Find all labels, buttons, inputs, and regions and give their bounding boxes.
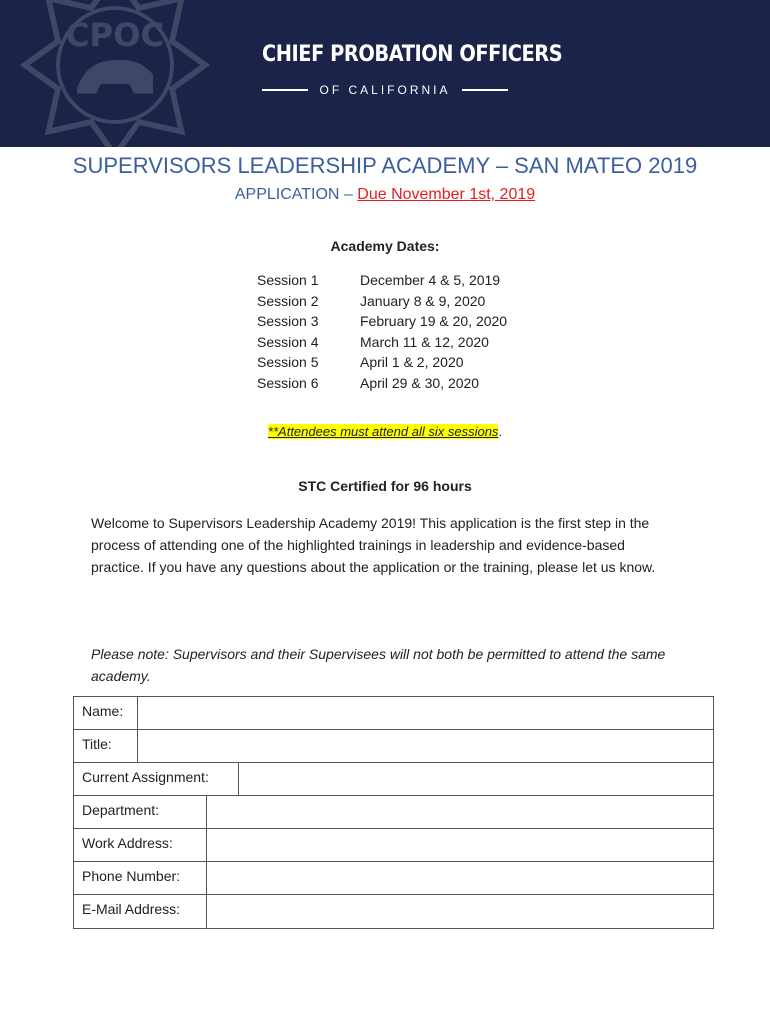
cpoc-seal-icon: [20, 0, 210, 147]
department-field[interactable]: [206, 796, 713, 828]
subtitle-prefix: APPLICATION –: [234, 186, 358, 203]
session-date: April 1 & 2, 2020: [360, 354, 464, 370]
session-date: December 4 & 5, 2019: [360, 272, 501, 288]
sessions-list: [257, 272, 560, 395]
work-address-field[interactable]: [206, 829, 713, 861]
note-paragraph: Please note: Supervisors and their Supervisees will not both be permitted to attend the same academy.: [91, 646, 666, 684]
application-form: [73, 696, 714, 929]
form-row-current-assignment: [74, 763, 713, 796]
org-subtitle: OF CALIFORNIA: [319, 83, 451, 97]
divider-line: [462, 89, 508, 91]
session-date: March 11 & 12, 2020: [360, 333, 489, 350]
field-label: Department:: [82, 802, 160, 818]
session-name: Session 4: [257, 333, 319, 350]
session-row: [257, 313, 560, 334]
session-row: [257, 334, 560, 355]
name-field[interactable]: [137, 697, 713, 729]
field-label: Title:: [82, 736, 112, 752]
form-row-name: [74, 697, 713, 730]
field-label: Work Address:: [82, 835, 173, 851]
field-label: E-Mail Address:: [82, 901, 181, 917]
session-name: Session 6: [257, 374, 319, 391]
form-row-department: [74, 796, 713, 829]
form-row-work-address: [74, 829, 713, 862]
email-address-field[interactable]: [206, 895, 713, 928]
session-name: Session 5: [257, 354, 319, 370]
session-date: January 8 & 9, 2020: [360, 292, 486, 309]
session-row: [257, 293, 560, 314]
session-row: [257, 272, 560, 293]
session-row: [257, 354, 560, 375]
page-subtitle: [0, 186, 770, 204]
session-date: April 29 & 30, 2020: [360, 374, 480, 391]
stc-certification: STC Certified for 96 hours: [298, 478, 472, 494]
title-field[interactable]: [137, 730, 713, 762]
notice-period: .: [498, 424, 503, 439]
attendance-notice: **Attendees must attend all six sessions: [267, 424, 499, 439]
header-banner: [0, 0, 770, 147]
page-title: SUPERVISORS LEADERSHIP ACADEMY – SAN MATEO 2019: [72, 153, 698, 178]
session-name: Session 3: [257, 313, 319, 329]
field-label: Current Assignment:: [82, 769, 209, 785]
field-label: Name:: [82, 703, 124, 719]
seal-text: CPOC: [65, 16, 165, 55]
session-row: [257, 375, 560, 396]
field-label: Phone Number:: [82, 868, 181, 884]
welcome-paragraph: Welcome to Supervisors Leadership Academy 2019! This application is the first step in the process of attending one of the highlighted trainings in leadership and evidence-based practice. If you have any questions about the application or the training, please let us know.: [91, 515, 656, 575]
attendance-notice-row: [0, 424, 770, 439]
org-subtitle-row: [262, 81, 508, 99]
form-row-phone-number: [74, 862, 713, 895]
session-name: Session 1: [257, 272, 319, 288]
session-name: Session 2: [257, 292, 319, 309]
divider-line: [262, 89, 308, 91]
dates-heading: Academy Dates:: [330, 238, 440, 254]
due-date: Due November 1st, 2019: [357, 186, 536, 203]
form-row-email-address: [74, 895, 713, 928]
phone-number-field[interactable]: [206, 862, 713, 894]
form-row-title: [74, 730, 713, 763]
session-date: February 19 & 20, 2020: [360, 313, 508, 329]
current-assignment-field[interactable]: [238, 763, 713, 795]
org-name: CHIEF PROBATION OFFICERS: [262, 42, 563, 67]
